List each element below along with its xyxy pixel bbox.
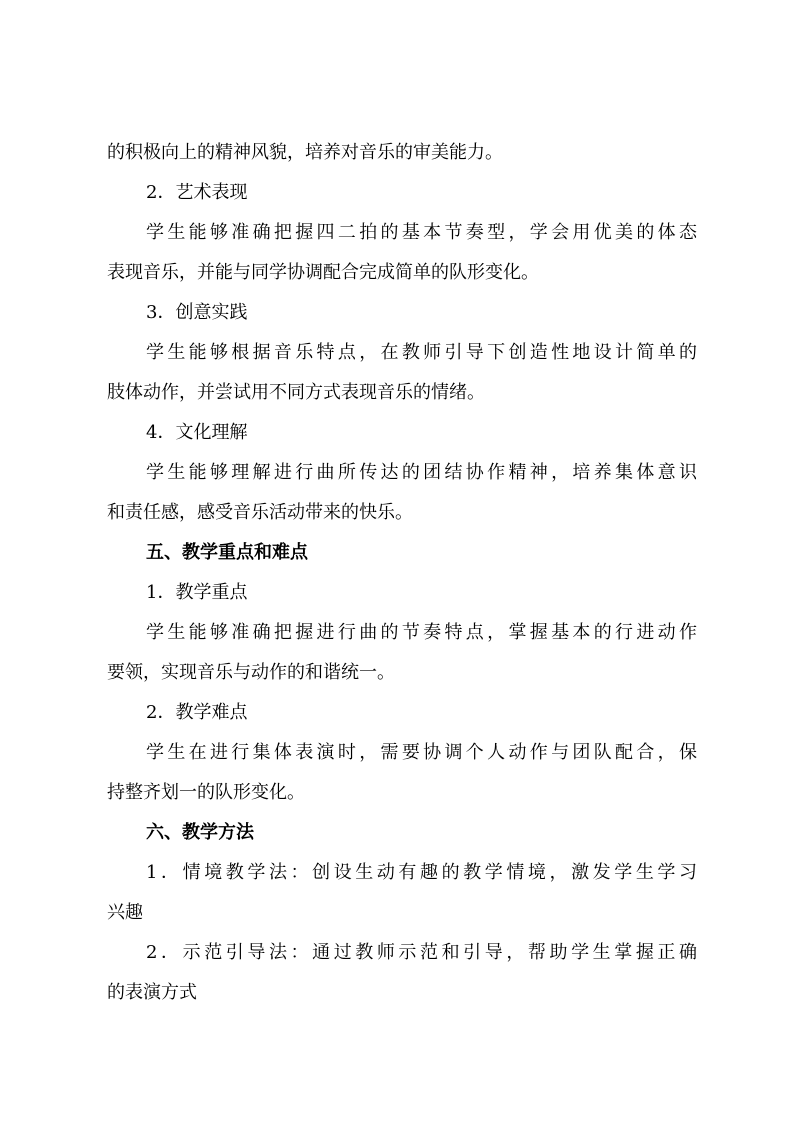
- paragraph-line: 和责任感，感受音乐活动带来的快乐。: [107, 502, 413, 523]
- subheading-creative-practice: 3．创意实践: [146, 302, 248, 323]
- paragraph-line: 肢体动作，并尝试用不同方式表现音乐的情绪。: [107, 382, 485, 403]
- paragraph-line: 1．情境教学法：创设生动有趣的教学情境，激发学生学习: [146, 862, 697, 883]
- subheading-art-expression: 2．艺术表现: [146, 182, 248, 203]
- paragraph-line: 兴趣: [107, 902, 143, 923]
- section-heading-teaching-methods: 六、教学方法: [146, 822, 254, 843]
- paragraph-line: 学生能够根据音乐特点，在教师引导下创造性地设计简单的: [146, 342, 697, 363]
- paragraph-line: 表现音乐，并能与同学协调配合完成简单的队形变化。: [107, 262, 539, 283]
- paragraph-line: 学生能够准确把握进行曲的节奏特点，掌握基本的行进动作: [146, 622, 697, 643]
- subheading-teaching-difficulty: 2．教学难点: [146, 702, 248, 723]
- paragraph-line: 学生能够理解进行曲所传达的团结协作精神，培养集体意识: [146, 462, 697, 483]
- paragraph-line: 的积极向上的精神风貌，培养对音乐的审美能力。: [107, 142, 503, 163]
- subheading-cultural-understanding: 4．文化理解: [146, 422, 248, 443]
- section-heading-key-points: 五、教学重点和难点: [146, 542, 308, 563]
- paragraph-line: 2．示范引导法：通过教师示范和引导，帮助学生掌握正确: [146, 942, 697, 963]
- paragraph-line: 学生在进行集体表演时，需要协调个人动作与团队配合，保: [146, 742, 697, 763]
- subheading-teaching-focus: 1．教学重点: [146, 582, 248, 603]
- paragraph-line: 学生能够准确把握四二拍的基本节奏型，学会用优美的体态: [146, 222, 697, 243]
- paragraph-line: 的表演方式: [107, 982, 197, 1003]
- paragraph-line: 持整齐划一的队形变化。: [107, 782, 305, 803]
- paragraph-line: 要领，实现音乐与动作的和谐统一。: [107, 662, 395, 683]
